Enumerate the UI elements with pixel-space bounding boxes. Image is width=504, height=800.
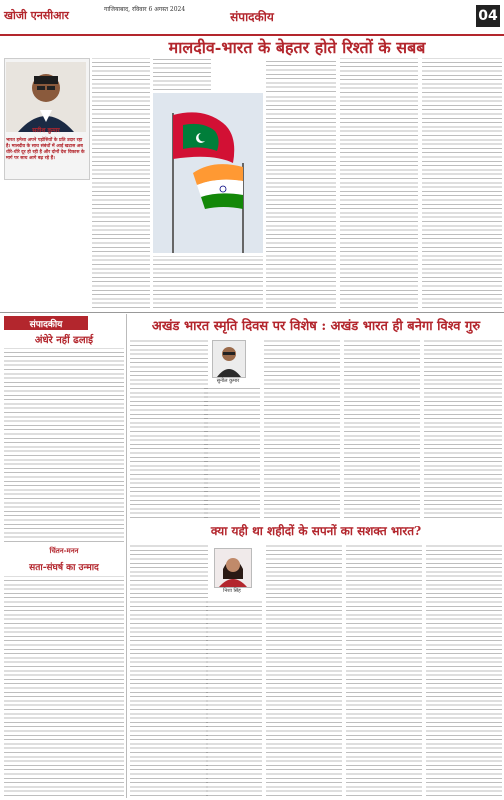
feature-author-photo <box>212 340 246 378</box>
feature-text-column-2 <box>204 388 260 518</box>
feature-text-column-1 <box>130 340 208 518</box>
page-number: 04 <box>476 5 500 27</box>
feature-headline: अखंड भारत स्मृति दिवस पर विशेष : अखंड भारत ही बनेगा विश्व गुरु <box>151 319 481 334</box>
section-title: संपादकीय <box>230 10 274 24</box>
lead-text-column-3b <box>266 96 336 308</box>
second-text-column-2 <box>206 598 262 796</box>
editorial-label: संपादकीय <box>4 316 88 330</box>
editorial-headline: अंधेरे नहीं ढलाई <box>34 335 94 346</box>
pull-quote: भारत हमेशा अपने पड़ोसियों के प्रति उदार रहा है। मालदीव के साथ संबंधों में आई खटास अब धीरे-धीरे दूर हो रही है और दोनों देश विकास के मार्ग पर साथ आगे बढ़ रहे हैं। <box>6 138 85 161</box>
lead-text-column-2a <box>153 58 211 90</box>
second-text-column-4 <box>346 544 422 796</box>
editorial-text <box>4 348 124 542</box>
author-photo <box>6 58 86 136</box>
lead-text-column-5 <box>422 58 502 308</box>
feature-text-column-5 <box>424 340 502 518</box>
second-headline: क्या यही था शहीदों के सपनों का सशक्त भारत? <box>210 524 422 538</box>
lead-text-column-2b <box>153 256 263 308</box>
second-text-column-5 <box>426 544 502 796</box>
lead-author-name: सतीश कुमार <box>32 127 60 134</box>
feature-text-column-3 <box>264 340 340 518</box>
section-divider <box>0 312 504 313</box>
side-column-text <box>4 576 124 796</box>
maldives-india-flags-image <box>153 93 263 253</box>
paper-name: खोजी एनसीआर <box>4 9 69 22</box>
side-column-headline: सता-संघर्ष का उन्माद <box>29 563 99 573</box>
lead-headline: मालदीव-भारत के बेहतर होते रिश्तों के सबब <box>168 38 426 57</box>
column-rule <box>126 314 127 798</box>
issue-meta: गाजियाबाद, रविवार 6 अगस्त 2024 <box>104 6 186 13</box>
second-author-photo <box>214 548 252 588</box>
second-author-name: निशा सिंह <box>223 588 241 594</box>
lead-text-column-3a <box>266 58 336 92</box>
second-text-column-1 <box>130 544 208 796</box>
lead-text-column-1 <box>92 58 150 308</box>
side-column-label: चिंतन-मनन <box>49 546 79 555</box>
feature-author-name: सुनील कुमार <box>216 378 240 384</box>
lead-text-column-4 <box>340 58 418 308</box>
feature-text-column-4 <box>344 340 420 518</box>
second-text-column-3 <box>266 544 342 796</box>
